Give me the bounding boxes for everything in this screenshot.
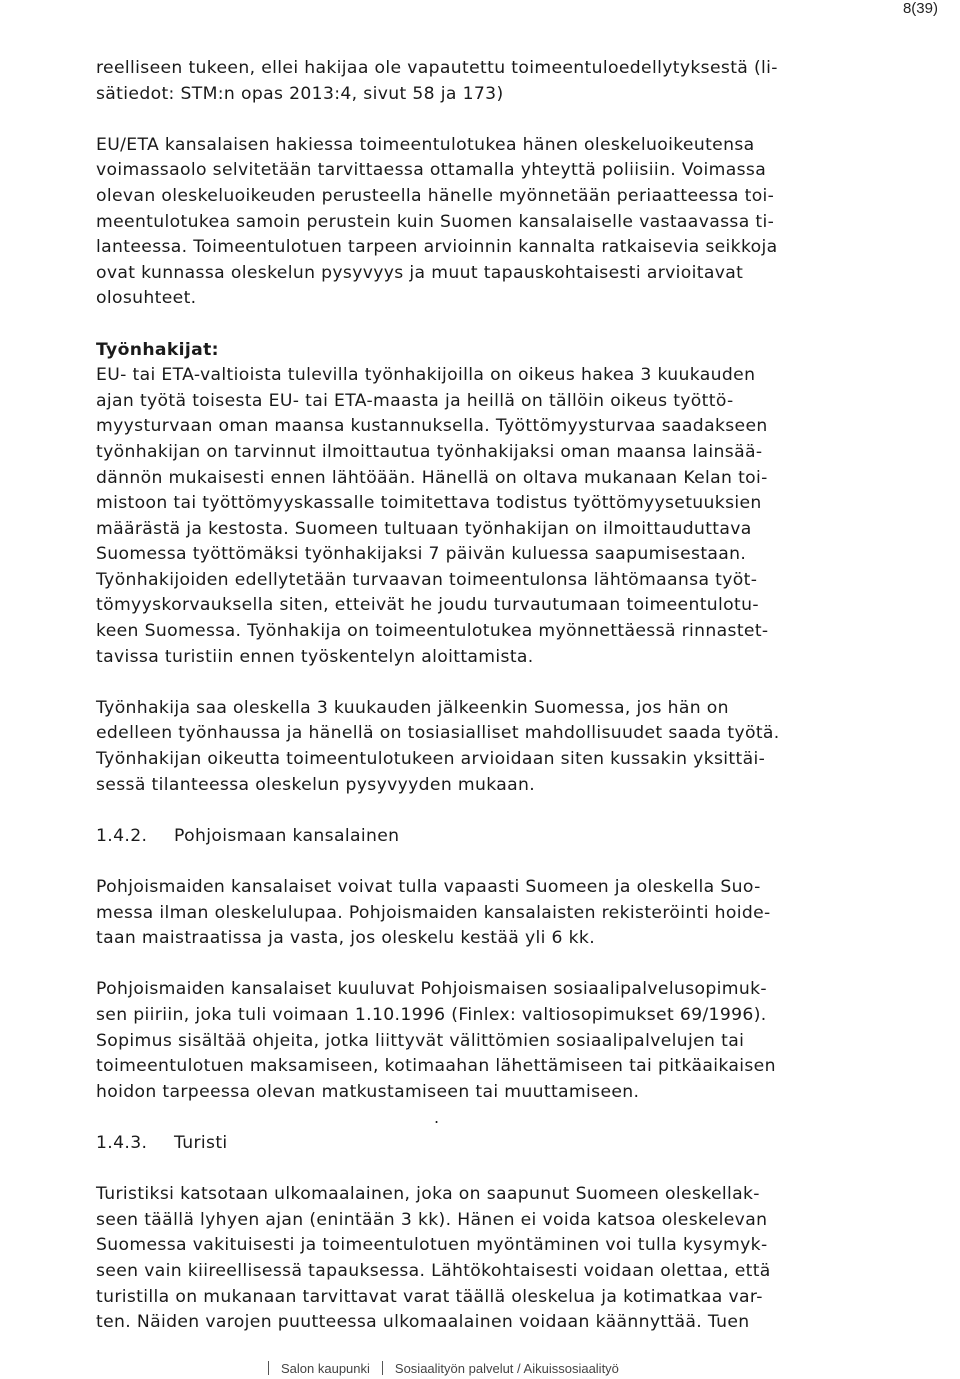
text-line: työnhakijan on tarvinnut ilmoittautua työnhakijaksi oman maansa lainsää-: [96, 441, 763, 462]
text-line: meentulotukea samoin perustein kuin Suomen kansalaiselle vastaavassa ti-: [96, 211, 775, 232]
text-line: seen vain kiireellisessä tapauksessa. Lähtökohtaisesti voidaan olettaa, että: [96, 1260, 771, 1281]
page-number: 8(39): [902, 0, 938, 17]
text-line: taan maistraatissa ja vasta, jos oleskelu kestää yli 6 kk.: [96, 928, 596, 949]
text-line: Työnhakijan oikeutta toimeentulotukeen arvioidaan siten kussakin yksittäi-: [96, 749, 766, 770]
text-line: seen täällä lyhyen ajan (enintään 3 kk). Hänen ei voida katsoa oleskelevan: [96, 1209, 768, 1230]
paragraph-7: [96, 1182, 906, 1336]
text-line: Pohjoismaiden kansalaiset kuuluvat Pohjoismaisen sosiaalipalvelusopimuk-: [96, 979, 767, 1000]
stray-dot-line: [96, 1105, 906, 1131]
text-line: sen piiriin, joka tuli voimaan 1.10.1996 (Finlex: valtiosopimukset 69/1996).: [96, 1004, 767, 1025]
footer-unit: Sosiaalityön palvelut / Aikuissosiaalityö: [394, 1361, 619, 1376]
text-line: ajan työtä toisesta EU- tai ETA-maasta ja heillä on tällöin oikeus työttö-: [96, 390, 734, 411]
text-line: toimeentulotuen maksamiseen, kotimaahan lähettämiseen tai pitkäaikaisen: [96, 1056, 776, 1077]
text-line: tömyyskorvauksella siten, etteivät he joudu turvautumaan toimeentulotu-: [96, 595, 759, 616]
text-line: dännön mukaisesti ennen lähtöään. Hänellä on oltava mukanaan Kelan toi-: [96, 467, 768, 488]
section-heading-1-4-3: [96, 1131, 906, 1157]
text-line: ten. Näiden varojen puutteessa ulkomaalainen voidaan käännyttää. Tuen: [96, 1312, 750, 1333]
paragraph-job-seekers: [96, 338, 906, 671]
text-line: turistilla on mukanaan tarvittavat varat täällä oleskelua ja kotimatkaa var-: [96, 1286, 763, 1307]
stray-dot: .: [434, 1108, 440, 1128]
text-line: Suomessa vakituisesti ja toimeentulotuen myöntäminen voi tulla kysymyk-: [96, 1235, 768, 1256]
section-heading-1-4-2: [96, 824, 906, 850]
text-line: mistoon tai työttömyyskassalle toimitettava todistus työttömyysetuuksien: [96, 493, 762, 514]
section-number: 1.4.2.: [96, 825, 148, 846]
text-line: keen Suomessa. Työnhakija on toimeentulotukea myönnettäessä rinnastet-: [96, 621, 769, 642]
text-line: määrästä ja kestosta. Suomeen tultuaan työnhakijan on ilmoittauduttava: [96, 518, 752, 539]
page-footer: [268, 1361, 619, 1376]
section-title: Turisti: [174, 1132, 228, 1153]
document-body: [96, 56, 906, 1336]
text-line: myysturvaan oman maansa kustannuksella. Työttömyysturvaa saadakseen: [96, 416, 768, 437]
section-heading-job-seekers: Työnhakijat:: [96, 339, 219, 360]
text-line: sessä tilanteessa oleskelun pysyvyyden mukaan.: [96, 774, 536, 795]
paragraph-2: [96, 133, 906, 312]
text-line: voimassaolo selvitetään tarvittaessa ottamalla yhteyttä poliisiin. Voimassa: [96, 160, 767, 181]
text-line: olosuhteet.: [96, 288, 197, 309]
text-line: sätiedot: STM:n opas 2013:4, sivut 58 ja 173): [96, 83, 504, 104]
text-line: Suomessa työttömäksi työnhakijaksi 7 päivän kuluessa saapumisestaan.: [96, 544, 747, 565]
footer-org: Salon kaupunki: [281, 1361, 370, 1376]
text-line: EU/ETA kansalaisen hakiessa toimeentulotukea hänen oleskeluoikeutensa: [96, 134, 755, 155]
text-line: Työnhakija saa oleskella 3 kuukauden jälkeenkin Suomessa, jos hän on: [96, 697, 729, 718]
text-line: Turistiksi katsotaan ulkomaalainen, joka on saapunut Suomeen oleskellak-: [96, 1184, 760, 1205]
paragraph-5: [96, 875, 906, 952]
text-line: Pohjoismaiden kansalaiset voivat tulla vapaasti Suomeen ja oleskella Suo-: [96, 877, 761, 897]
text-line: Työnhakijoiden edellytetään turvaavan toimeentulonsa lähtömaansa työt-: [96, 569, 758, 590]
text-line: ovat kunnassa oleskelun pysyvyys ja muut tapauskohtaisesti arvioitavat: [96, 262, 744, 283]
text-line: tavissa turistiin ennen työskentelyn aloittamista.: [96, 646, 534, 667]
section-title: Pohjoismaan kansalainen: [174, 825, 400, 846]
text-line: olevan oleskeluoikeuden perusteella hänelle myönnetään periaatteessa toi-: [96, 185, 775, 206]
text-line: reelliseen tukeen, ellei hakijaa ole vapautettu toimeentuloedellytyksestä (li-: [96, 58, 778, 78]
text-line: Sopimus sisältää ohjeita, jotka liittyvät välittömien sosiaalipalvelujen tai: [96, 1030, 745, 1051]
paragraph-6: [96, 977, 906, 1105]
footer-divider: [382, 1361, 383, 1375]
paragraph-1: [96, 56, 906, 107]
text-line: EU- tai ETA-valtioista tulevilla työnhakijoilla on oikeus hakea 3 kuukauden: [96, 365, 756, 386]
text-line: edelleen työnhaussa ja hänellä on tosiasialliset mahdollisuudet saada työtä.: [96, 723, 780, 744]
text-line: lanteessa. Toimeentulotuen tarpeen arvioinnin kannalta ratkaisevia seikkoja: [96, 237, 778, 258]
footer-divider: [268, 1361, 269, 1375]
text-line: hoidon tarpeessa olevan matkustamiseen tai muuttamiseen.: [96, 1081, 640, 1102]
section-number: 1.4.3.: [96, 1132, 148, 1153]
text-line: messa ilman oleskelulupaa. Pohjoismaiden kansalaisten rekisteröinti hoide-: [96, 902, 771, 923]
paragraph-4: [96, 696, 906, 798]
